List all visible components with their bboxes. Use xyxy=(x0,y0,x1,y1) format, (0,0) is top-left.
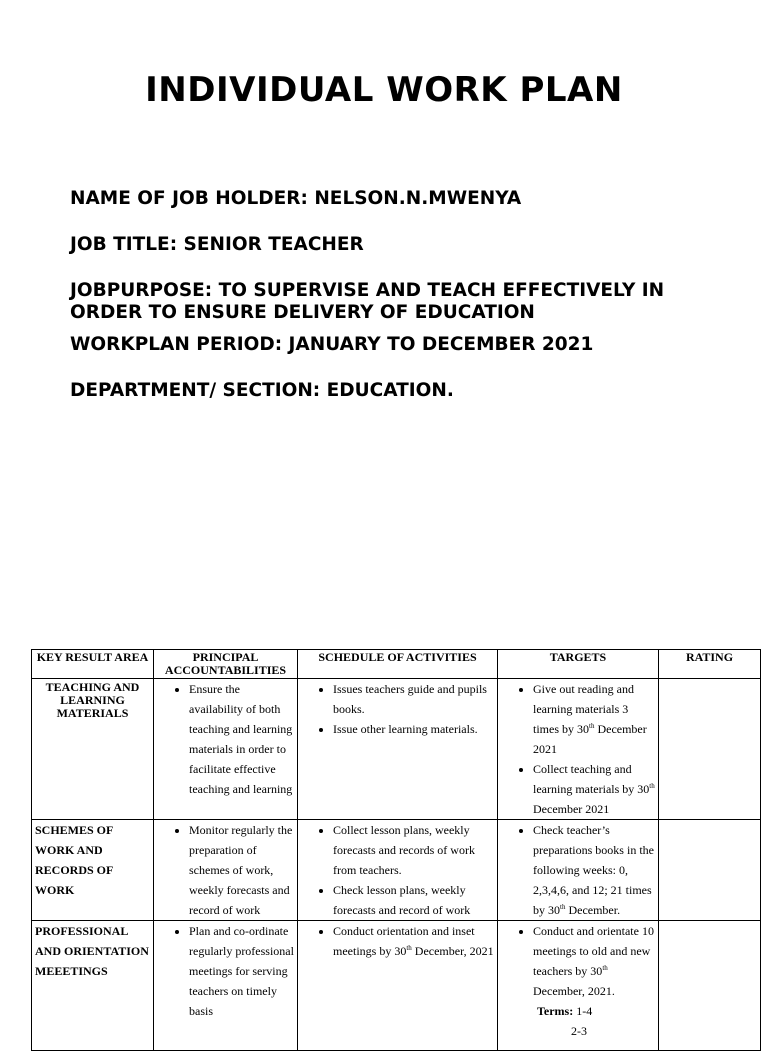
header-rating: RATING xyxy=(659,650,761,679)
rating-cell xyxy=(659,679,761,820)
list-item: • Issue other learning materials. xyxy=(333,719,494,739)
terms-value: 1-4 xyxy=(576,1004,593,1018)
list-item: • Monitor regularly the preparation of schemes of work, weekly forecasts and record of work xyxy=(189,820,294,920)
terms-label: Terms: xyxy=(537,1004,574,1018)
job-holder-name: NAME OF JOB HOLDER: NELSON.N.MWENYA xyxy=(70,188,522,209)
list-item: • Collect lesson plans, weekly forecasts and records of work from teachers. xyxy=(333,820,494,880)
document-title: INDIVIDUAL WORK PLAN xyxy=(145,70,623,110)
header-targets: TARGETS xyxy=(498,650,659,679)
header-key-result-area: KEY RESULT AREA xyxy=(32,650,154,679)
activities-cell xyxy=(298,679,498,820)
targets-cell xyxy=(498,820,659,921)
key-result-area-cell: SCHEMES OF WORK AND RECORDS OF WORK xyxy=(32,820,154,921)
list-item: • Ensure the availability of both teaching and learning materials in order to facilitate effective teaching and learning xyxy=(189,679,294,799)
header-principal-accountabilities: PRINCIPAL ACCOUNTABILITIES xyxy=(154,650,298,679)
accountabilities-cell xyxy=(154,679,298,820)
list-item: • Conduct orientation and inset meetings by 30th December, 2021 xyxy=(333,921,494,961)
accountabilities-cell xyxy=(154,921,298,1051)
work-plan-table xyxy=(31,649,761,1051)
header-schedule-of-activities: SCHEDULE OF ACTIVITIES xyxy=(298,650,498,679)
targets-cell xyxy=(498,679,659,820)
table-row xyxy=(32,679,761,820)
list-item: • Give out reading and learning materials 3 times by 30th December 2021 xyxy=(533,679,655,759)
targets-cell xyxy=(498,921,659,1051)
terms-line xyxy=(501,1001,655,1021)
job-title: JOB TITLE: SENIOR TEACHER xyxy=(70,234,364,255)
table-row xyxy=(32,820,761,921)
list-item: • Conduct and orientate 10 meetings to old and new teachers by 30th December, 2021. xyxy=(533,921,655,1001)
list-item: • Check teacher’s preparations books in the following weeks: 0, 2,3,4,6, and 12; 21 times by 30th December. xyxy=(533,820,655,920)
rating-cell xyxy=(659,921,761,1051)
job-purpose: JOBPURPOSE: TO SUPERVISE AND TEACH EFFECTIVELY IN ORDER TO ENSURE DELIVERY OF EDUCATION xyxy=(70,280,665,323)
activities-cell xyxy=(298,921,498,1051)
activities-cell xyxy=(298,820,498,921)
department-section: DEPARTMENT/ SECTION: EDUCATION. xyxy=(70,380,454,401)
accountabilities-cell xyxy=(154,820,298,921)
key-result-area-cell: PROFESSIONAL AND ORIENTATION MEEETINGS xyxy=(32,921,154,1051)
key-result-area-cell: TEACHING AND LEARNING MATERIALS xyxy=(32,679,154,820)
table-row xyxy=(32,921,761,1051)
list-item: • Check lesson plans, weekly forecasts and record of work xyxy=(333,880,494,920)
terms-value: 2-3 xyxy=(571,1024,587,1038)
rating-cell xyxy=(659,820,761,921)
table-header-row xyxy=(32,650,761,679)
list-item: • Issues teachers guide and pupils books. xyxy=(333,679,494,719)
workplan-period: WORKPLAN PERIOD: JANUARY TO DECEMBER 2021 xyxy=(70,334,594,355)
list-item: • Plan and co-ordinate regularly professional meetings for serving teachers on timely basis xyxy=(189,921,294,1021)
list-item: • Collect teaching and learning materials by 30th December 2021 xyxy=(533,759,655,819)
terms-line xyxy=(501,1021,655,1041)
